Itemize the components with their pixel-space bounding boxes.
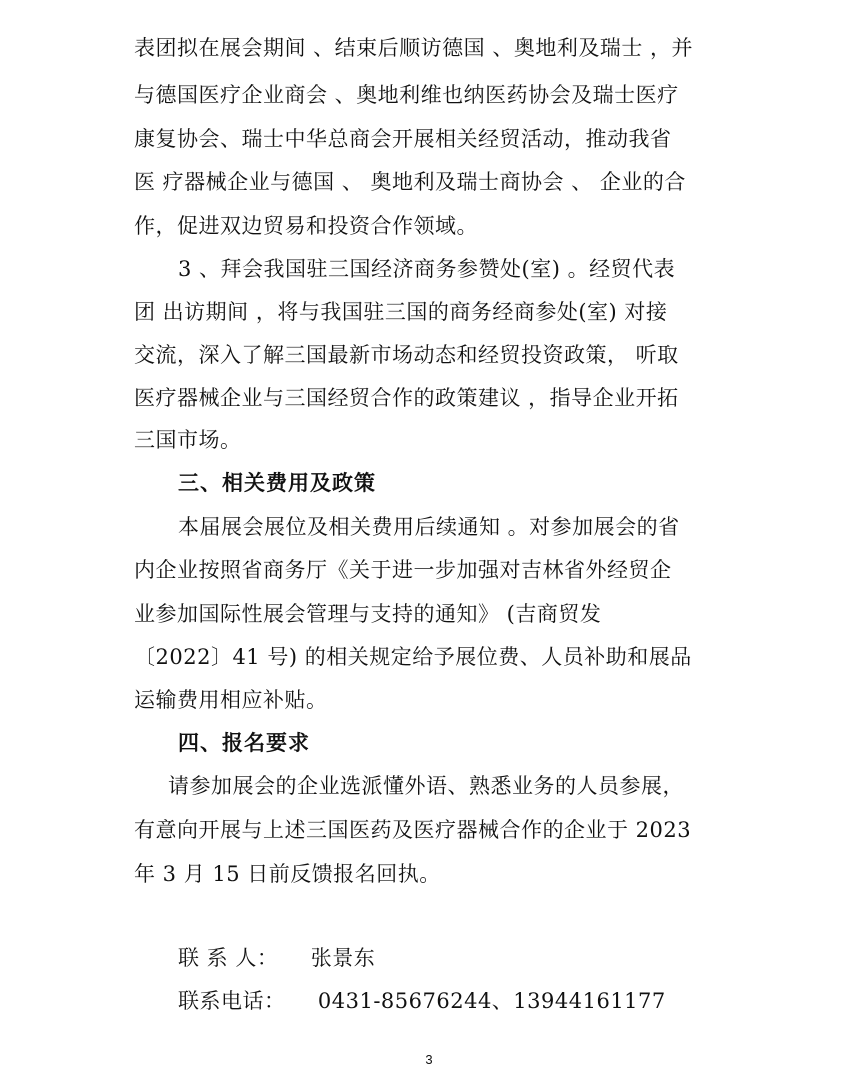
contact-phone — [178, 987, 778, 1015]
body-line: 三国市场。 — [134, 428, 242, 452]
contact-person-value: 张景东 — [310, 946, 376, 970]
body-line: 有意向开展与上述三国医药及医疗器械合作的企业于 2023 — [134, 818, 692, 842]
section-heading-registration: 四、报名要求 — [178, 731, 310, 755]
body-line: 作，促进双边贸易和投资合作领域。 — [134, 214, 478, 238]
body-line: 内企业按照省商务厅《关于进一步加强对吉林省外经贸企 — [134, 558, 672, 582]
section-heading-fees: 三、相关费用及政策 — [178, 471, 376, 495]
body-line: 本届展会展位及相关费用后续通知 。对参加展会的省 — [178, 515, 680, 539]
body-line: 请参加展会的企业选派懂外语、熟悉业务的人员参展， — [168, 774, 684, 798]
body-line: 医疗器械企业与三国经贸合作的政策建议 ，指导企业开拓 — [134, 386, 679, 410]
contact-phone-value: 0431-85676244、13944161177 — [317, 989, 666, 1013]
contact-person — [178, 944, 778, 972]
body-line: 与德国医疗企业商会 、奥地利维也纳医药协会及瑞士医疗 — [134, 83, 679, 107]
body-line: 康复协会、瑞士中华总商会开展相关经贸活动，推动我省 — [134, 127, 672, 151]
body-line: 团 出访期间 ，将与我国驻三国的商务经商参处(室) 对接 — [134, 300, 668, 324]
body-line: 〔2022〕41 号) 的相关规定给予展位费、人员补助和展品 — [134, 645, 692, 669]
body-line: 3 、拜会我国驻三国经济商务参赞处(室) 。经贸代表 — [178, 257, 676, 281]
body-line: 年 3 月 15 日前反馈报名回执。 — [134, 862, 441, 886]
body-line: 交流，深入了解三国最新市场动态和经贸投资政策， 听取 — [134, 343, 679, 367]
body-line: 医 疗器械企业与德国 、 奥地利及瑞士商协会 、 企业的合 — [134, 170, 686, 194]
body-line: 业参加国际性展会管理与支持的通知》 (吉商贸发 — [134, 602, 602, 626]
body-line: 表团拟在展会期间 、结束后顺访德国 、奥地利及瑞士 ，并 — [134, 36, 694, 60]
page-number: 3 — [425, 1052, 433, 1067]
body-line: 运输费用相应补贴。 — [134, 688, 328, 712]
contact-person-label: 联 系 人： — [178, 946, 279, 970]
contact-phone-label: 联系电话： — [178, 989, 286, 1013]
